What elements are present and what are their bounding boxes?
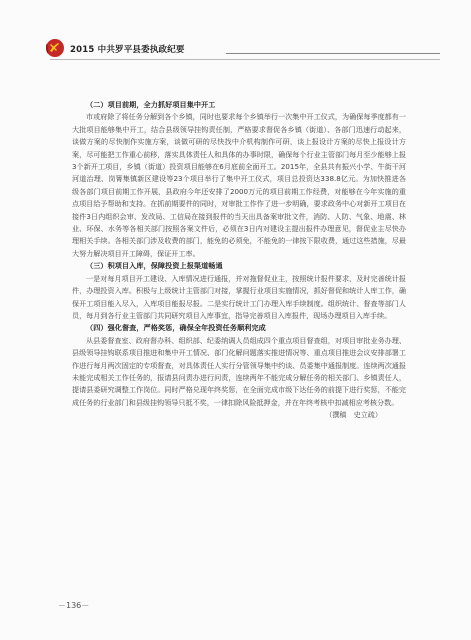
page-number: －136－ bbox=[58, 601, 90, 610]
header-title: 2015 中共罗平县委执政纪要 bbox=[70, 45, 185, 55]
author-signature: （撰稿 史立疏） bbox=[325, 410, 382, 420]
section-heading: （三）积项目入库，保障投资上报渠道畅通 bbox=[86, 261, 223, 271]
section-paragraph: 从县委督查室、政府督办科、组织部、纪委纳调人员组成四个重点项目督查组，对项目审批业务办理、县级领导挂钩联系项目推进和集中开工情况、部门化解问题落实推进情况等、重点项目推进会议安排部署工作进行每月两次固定的专项督查，对具体责任人实行分管领导集中约谈、员委集中通报制度。连续两次通报未能完成相关工作任务的，报请县问责办进行问责，连续两年不能完成分解任务的相关部门、乡镇责任人，提请县委研究调整工作岗位。同时严格兑现年终奖惩，在全面完成市级下达任务的前提下进行奖惩，不能完成任务的行业部门和县级挂钩领导只抵不奖，一律扣除风险抵押金，并在年终考核中扣减相应考核分数。 bbox=[72, 335, 406, 407]
section-heading: （四）强化督查，严格奖惩，确保全年投资任务顺利完成 bbox=[86, 323, 266, 333]
section-heading: （二）项目前期，全力抓好项目集中开工 bbox=[86, 100, 216, 109]
section-paragraph: 一是对每月项目开工建设、入库情况进行通报，并对拖督促业主，按照统计报件要求，及时完善统计报件，办理投资入库。积极与上级统计主管部门对接，掌握行业项目实施情况，抓好督促和统计人库工作，确保开工项目能入尽入，入库项目能报尽报。二是实行统计工门办理入库手续制度。组织统计、督查等部门人员，每月到各行业主管部门共同研究项目入库事宜，指导完善项目入库报件，现场办理项目入库手续。 bbox=[72, 273, 406, 320]
header-rule bbox=[226, 53, 440, 54]
header-rule-lower bbox=[50, 59, 440, 60]
running-header bbox=[50, 43, 440, 61]
section-paragraph: 市或府除了将任务分解到各个乡镇，同时也要求每个乡镇举行一次集中开工仪式，为确保每季度都有一大批项目能够集中开工，结合县级领导挂钩责任制，严格要求督促各乡镇（街道）、各部门迅速行动起来，谈做方案的尽快制作实施方案，谈做可研的尽快找中介机构制作可研，谈上报设计方案的尽快上报设计方案，尽可能把工作重心前移，落实具体责任人和具体的办事时限，确保每个行业主管部门每月至少能够上报3个新开工项目，乡镇（街道）投资项目能够在6月底前全面开工。2015年，全县共有振兴小学、牛街干河河道治理、岗箐集镇新区建设等23个项目举行了集中开工仪式，项目总投资达338.8亿元。为加快推进各级各部门项目前期工作开展，县政府今年还安排了2000万元的项目前期工作经费，对能够在今年实施的重点项目给予帮助和支持。在抓前期要件的同时，对审批工作作了进一步明确，要求政务中心对新开工项目在接件3日内组织会审、发改局、工信局在接到报件的当天出具备案审批文件，消防、人防、气象、地震、林业、环保、水务等各相关部门按照各案文件后，必须在3日内对建设主提出报件办理意见，督促业主尽快办理相关手续。各相关部门涉及收费的部门，能免的必须免，不能免的一律按下限收费，通过这些措施，尽最大努力解决项目开工障碍，保证开工率。 bbox=[72, 112, 406, 258]
party-emblem-icon bbox=[44, 37, 66, 59]
article-body bbox=[72, 99, 406, 422]
